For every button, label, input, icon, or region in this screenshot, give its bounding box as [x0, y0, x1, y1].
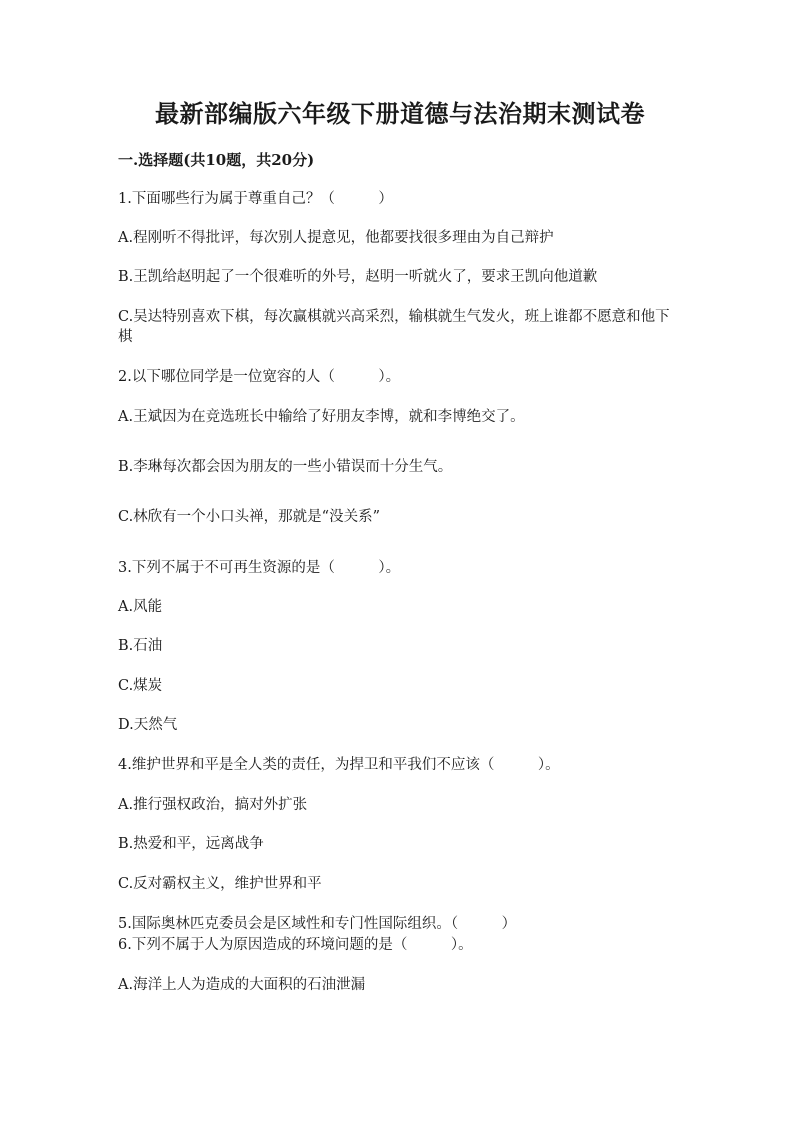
question-4-option-a: A.推行强权政治，搞对外扩张: [118, 797, 308, 813]
section-heading: 一.选择题(共10题，共20分): [118, 151, 315, 169]
question-2-stem: 2.以下哪位同学是一位宽容的人（ ）。: [118, 369, 401, 385]
question-6-option-a: A.海洋上人为造成的大面积的石油泄漏: [118, 977, 366, 993]
question-3-option-c: C.煤炭: [118, 678, 163, 694]
question-4-option-c: C.反对霸权主义，维护世界和平: [118, 876, 322, 892]
page-title: 最新部编版六年级下册道德与法治期末测试卷: [155, 99, 645, 128]
question-2-option-c: C.林欣有一个小口头禅，那就是“没关系”: [118, 509, 381, 525]
question-4-stem: 4.维护世界和平是全人类的责任，为捍卫和平我们不应该（ ）。: [118, 757, 560, 773]
question-6-stem: 6.下列不属于人为原因造成的环境问题的是（ ）。: [118, 937, 473, 953]
question-5-stem: 5.国际奥林匹克委员会是区域性和专门性国际组织。（ ）: [118, 916, 517, 932]
question-1-stem: 1.下面哪些行为属于尊重自己？（ ）: [118, 191, 393, 207]
question-3-option-d: D.天然气: [118, 717, 178, 733]
question-4-option-b: B.热爱和平，远离战争: [118, 836, 264, 852]
question-3-option-b: B.石油: [118, 638, 163, 654]
question-3-option-a: A.风能: [118, 599, 163, 615]
question-1-option-c: C.吴达特别喜欢下棋，每次赢棋就兴高采烈，输棋就生气发火，班上谁都不愿意和他下棋: [118, 309, 670, 345]
question-1-option-a: A.程刚听不得批评，每次别人提意见，他都要找很多理由为自己辩护: [118, 230, 554, 246]
question-2-option-a: A.王斌因为在竞选班长中输给了好朋友李博，就和李博绝交了。: [118, 409, 525, 425]
question-3-stem: 3.下列不属于不可再生资源的是（ ）。: [118, 560, 401, 576]
question-1-option-b: B.王凯给赵明起了一个很难听的外号，赵明一听就火了，要求王凯向他道歉: [118, 269, 598, 285]
question-2-option-b: B.李琳每次都会因为朋友的一些小错误而十分生气。: [118, 459, 453, 475]
